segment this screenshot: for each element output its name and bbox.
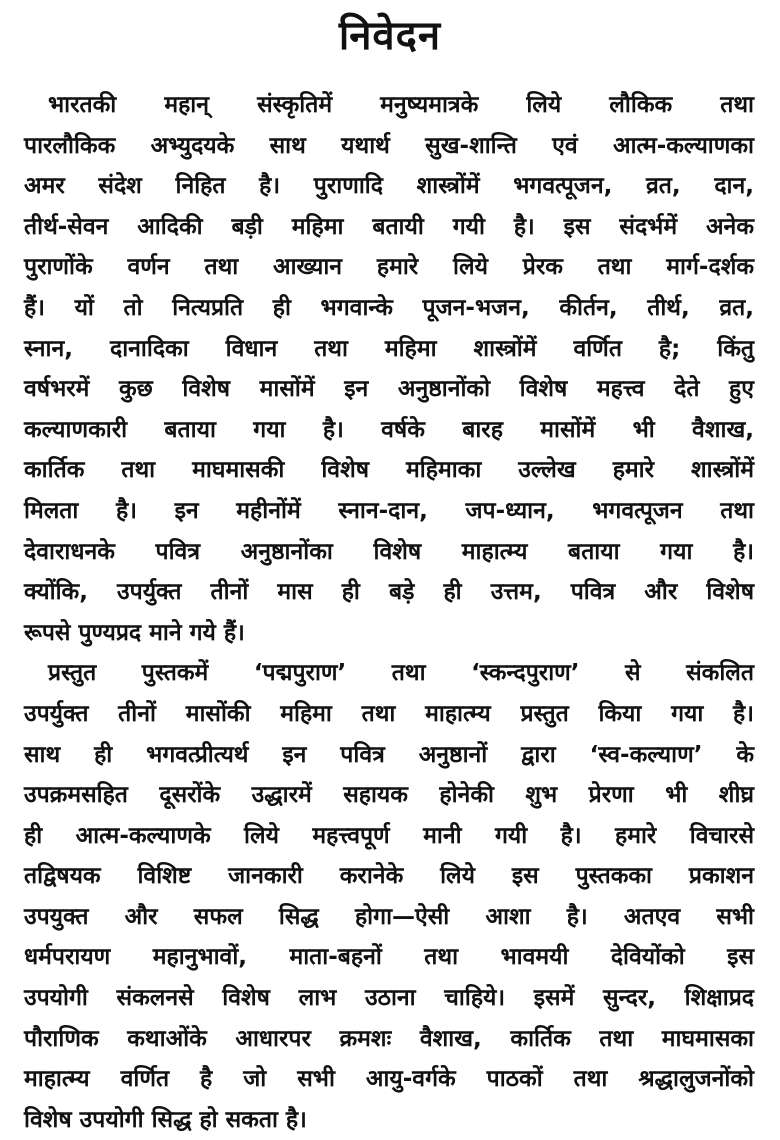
text-line: साथ ही भगवत्प्रीत्यर्थ इन पवित्र अनुष्ठानों द्वारा ‘स्व-कल्याण’ के <box>24 741 754 768</box>
text-line: पौराणिक कथाओंके आधारपर क्रमशः वैशाख, कार्तिक तथा माघमासका <box>24 1025 754 1052</box>
page-title: निवेदन <box>338 13 442 59</box>
body-text <box>24 85 754 1140</box>
text-line: धर्मपरायण महानुभावों, माता-बहनों तथा भावमयी देवियोंको इस <box>24 944 754 971</box>
text-line: अमर संदेश निहित है। पुराणादि शास्त्रोंमें भगवत्पूजन, व्रत, दान, <box>24 173 754 200</box>
text-line: प्रस्तुत पुस्तकमें ‘पद्मपुराण’ तथा ‘स्कन्दपुराण’ से संकलित <box>48 660 754 687</box>
text-line: रूपसे पुण्यप्रद माने गये हैं। <box>24 619 245 646</box>
text-line: वर्षभरमें कुछ विशेष मासोंमें इन अनुष्ठानोंको विशेष महत्त्व देते हुए <box>24 376 754 403</box>
text-line: मिलता है। इन महीनोंमें स्नान-दान, जप-ध्यान, भगवत्पूजन तथा <box>24 497 754 524</box>
text-line: उपर्युक्त तीनों मासोंकी महिमा तथा माहात्म्य प्रस्तुत किया गया है। <box>24 700 754 727</box>
text-line: हैं। यों तो नित्यप्रति ही भगवान्के पूजन-भजन, कीर्तन, तीर्थ, व्रत, <box>24 294 754 321</box>
text-line: देवाराधनके पवित्र अनुष्ठानोंका विशेष माहात्म्य बताया गया है। <box>24 538 754 565</box>
text-line: उपक्रमसहित दूसरोंके उद्धारमें सहायक होनेकी शुभ प्रेरणा भी शीघ्र <box>24 782 754 809</box>
paragraph-1 <box>24 85 754 653</box>
text-line: विशेष उपयोगी सिद्ध हो सकता है। <box>24 1106 307 1133</box>
text-line: तीर्थ-सेवन आदिकी बड़ी महिमा बतायी गयी है। इस संदर्भमें अनेक <box>24 213 754 240</box>
text-line: माहात्म्य वर्णित है जो सभी आयु-वर्गके पाठकों तथा श्रद्धालुजनोंको <box>24 1066 754 1093</box>
text-line: उपयुक्त और सफल सिद्ध होगा—ऐसी आशा है। अतएव सभी <box>24 903 754 930</box>
text-line: कल्याणकारी बताया गया है। वर्षके बारह मासोंमें भी वैशाख, <box>24 416 754 443</box>
text-line: भारतकी महान् संस्कृतिमें मनुष्यमात्रके लिये लौकिक तथा <box>48 92 754 118</box>
text-line: पुराणोंके वर्णन तथा आख्यान हमारे लिये प्रेरक तथा मार्ग-दर्शक <box>24 254 754 281</box>
text-line: क्योंकि, उपर्युक्त तीनों मास ही बड़े ही उत्तम, पवित्र और विशेष <box>24 579 754 606</box>
text-line: ही आत्म-कल्याणके लिये महत्त्वपूर्ण मानी गयी है। हमारे विचारसे <box>24 822 754 849</box>
text-line: उपयोगी संकलनसे विशेष लाभ उठाना चाहिये। इसमें सुन्दर, शिक्षाप्रद <box>24 985 754 1012</box>
paragraph-2 <box>24 653 754 1140</box>
text-line: कार्तिक तथा माघमासकी विशेष महिमाका उल्लेख हमारे शास्त्रोंमें <box>24 457 754 484</box>
text-line: स्नान, दानादिका विधान तथा महिमा शास्त्रोंमें वर्णित है; किंतु <box>24 335 754 362</box>
text-line: तद्विषयक विशिष्ट जानकारी करानेके लिये इस पुस्तकका प्रकाशन <box>24 863 754 890</box>
text-line: पारलौकिक अभ्युदयके साथ यथार्थ सुख-शान्ति एवं आत्म-कल्याणका <box>24 132 754 159</box>
